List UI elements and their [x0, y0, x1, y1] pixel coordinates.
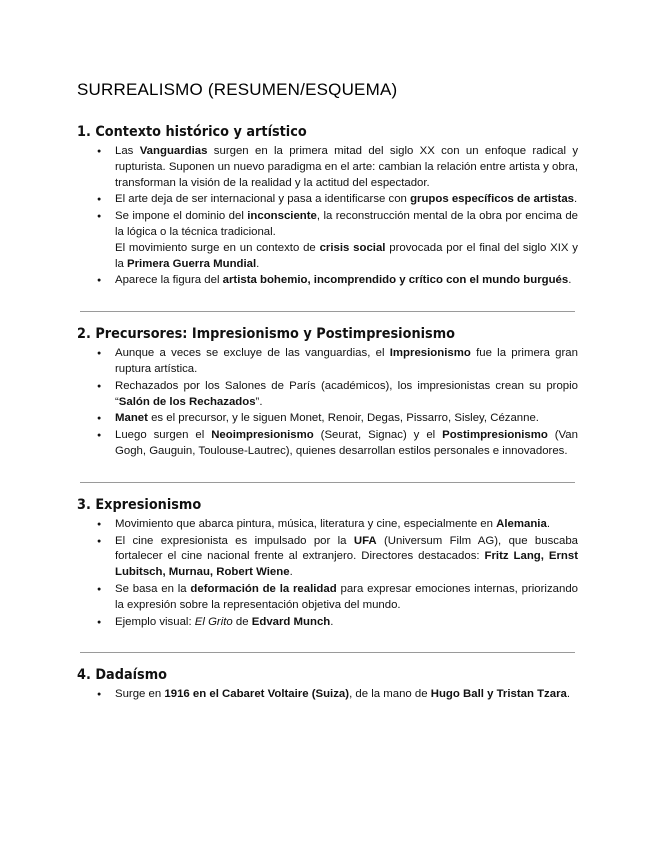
bold-text: Alemania [496, 517, 547, 530]
section-heading: 4. Dadaísmo [77, 667, 167, 684]
list-item: ● Luego surgen el Neoimpresionismo (Seurat, Signac) y el Postimpresionismo (Van Gogh, Gauguin, Toulouse-Lautrec), quienes desarrollan estilos personales e innovadores. [115, 428, 578, 460]
section-divider [80, 652, 575, 653]
bold-text: Primera Guerra Mundial [127, 257, 257, 270]
bold-text: Postimpresionismo [442, 429, 548, 442]
bold-text: Neoimpresionismo [211, 429, 314, 442]
bold-text: crisis social [319, 241, 386, 254]
list-item: ● Rechazados por los Salones de París (académicos), los impresionistas crean su propio “Salón de los Rechazados”. [115, 379, 578, 411]
bullet-list [77, 687, 578, 703]
sections-container [77, 124, 578, 703]
bold-text: Vanguardias [139, 145, 208, 157]
bullet-list [77, 144, 578, 289]
list-item: ● El cine expresionista es impulsado por la UFA (Universum Film AG), que buscaba fortalecer el cine nacional frente al extranjero. Directores destacados: Fritz Lang, Ernst Lubitsch, Murnau, Robert Wiene. [115, 534, 578, 581]
bold-text: Impresionismo [389, 347, 471, 360]
bold-text: inconsciente [247, 210, 317, 223]
section-3 [77, 497, 578, 631]
section-heading: 3. Expresionismo [77, 496, 202, 513]
list-item: ● Las Vanguardias surgen en la primera mitad del siglo XX con un enfoque radical y rupturista. Suponen un nuevo paradigma en el arte: cambian la relación entre artista y obra, transforman la visión de la realidad y la actitud del espectador. [115, 144, 578, 191]
section-2 [77, 326, 578, 460]
bold-text: Hugo Ball y Tristan Tzara [430, 688, 567, 701]
bold-text: grupos específicos de artistas [410, 193, 575, 206]
bold-text: Salón de los Rechazados [118, 395, 256, 408]
bold-text: 1916 en el Cabaret Voltaire (Suiza) [164, 688, 350, 701]
list-item: ● Movimiento que abarca pintura, música, literatura y cine, especialmente en Alemania. [115, 517, 578, 533]
bold-text: Fritz Lang, Ernst Lubitsch, Murnau, Robert Wiene [115, 550, 578, 579]
list-item: ● Se impone el dominio del inconsciente, la reconstrucción mental de la obra por encima de la lógica o la técnica tradicional. El movimiento surge en un contexto de crisis social provocada por el final del siglo XIX y la Primera Guerra Mundial. [115, 209, 578, 272]
bold-text: deformación de la realidad [190, 582, 337, 595]
section-heading: 2. Precursores: Impresionismo y Postimpresionismo [77, 326, 455, 343]
italic-text: El Grito [194, 615, 233, 628]
bullet-list [77, 346, 578, 460]
list-item: ● El arte deja de ser internacional y pasa a identificarse con grupos específicos de artistas. [115, 192, 578, 208]
bold-text: Manet [115, 412, 148, 425]
section-divider [80, 311, 575, 312]
list-item: ● Se basa en la deformación de la realidad para expresar emociones internas, priorizando la expresión sobre la representación objetiva del mundo. [115, 582, 578, 614]
section-4 [77, 667, 578, 703]
bold-text: Edvard Munch [251, 615, 331, 628]
document-title: SURREALISMO (RESUMEN/ESQUEMA) [77, 80, 398, 99]
bold-text: UFA [353, 534, 377, 547]
list-item: ● Surge en 1916 en el Cabaret Voltaire (Suiza), de la mano de Hugo Ball y Tristan Tzara. [115, 687, 578, 703]
list-item: ● Aunque a veces se excluye de las vanguardias, el Impresionismo fue la primera gran ruptura artística. [115, 346, 578, 378]
section-1 [77, 124, 578, 289]
bold-text: artista bohemio, incomprendido y crítico con el mundo burgués [222, 274, 569, 287]
section-heading: 1. Contexto histórico y artístico [77, 124, 307, 140]
section-divider [80, 482, 575, 483]
bullet-list [77, 517, 578, 631]
list-item: ● Manet es el precursor, y le siguen Monet, Renoir, Degas, Pissarro, Sisley, Cézanne. [115, 411, 578, 427]
list-item: ● Ejemplo visual: El Grito de Edvard Munch. [115, 615, 578, 631]
list-item: ● Aparece la figura del artista bohemio, incomprendido y crítico con el mundo burgués. [115, 273, 578, 289]
